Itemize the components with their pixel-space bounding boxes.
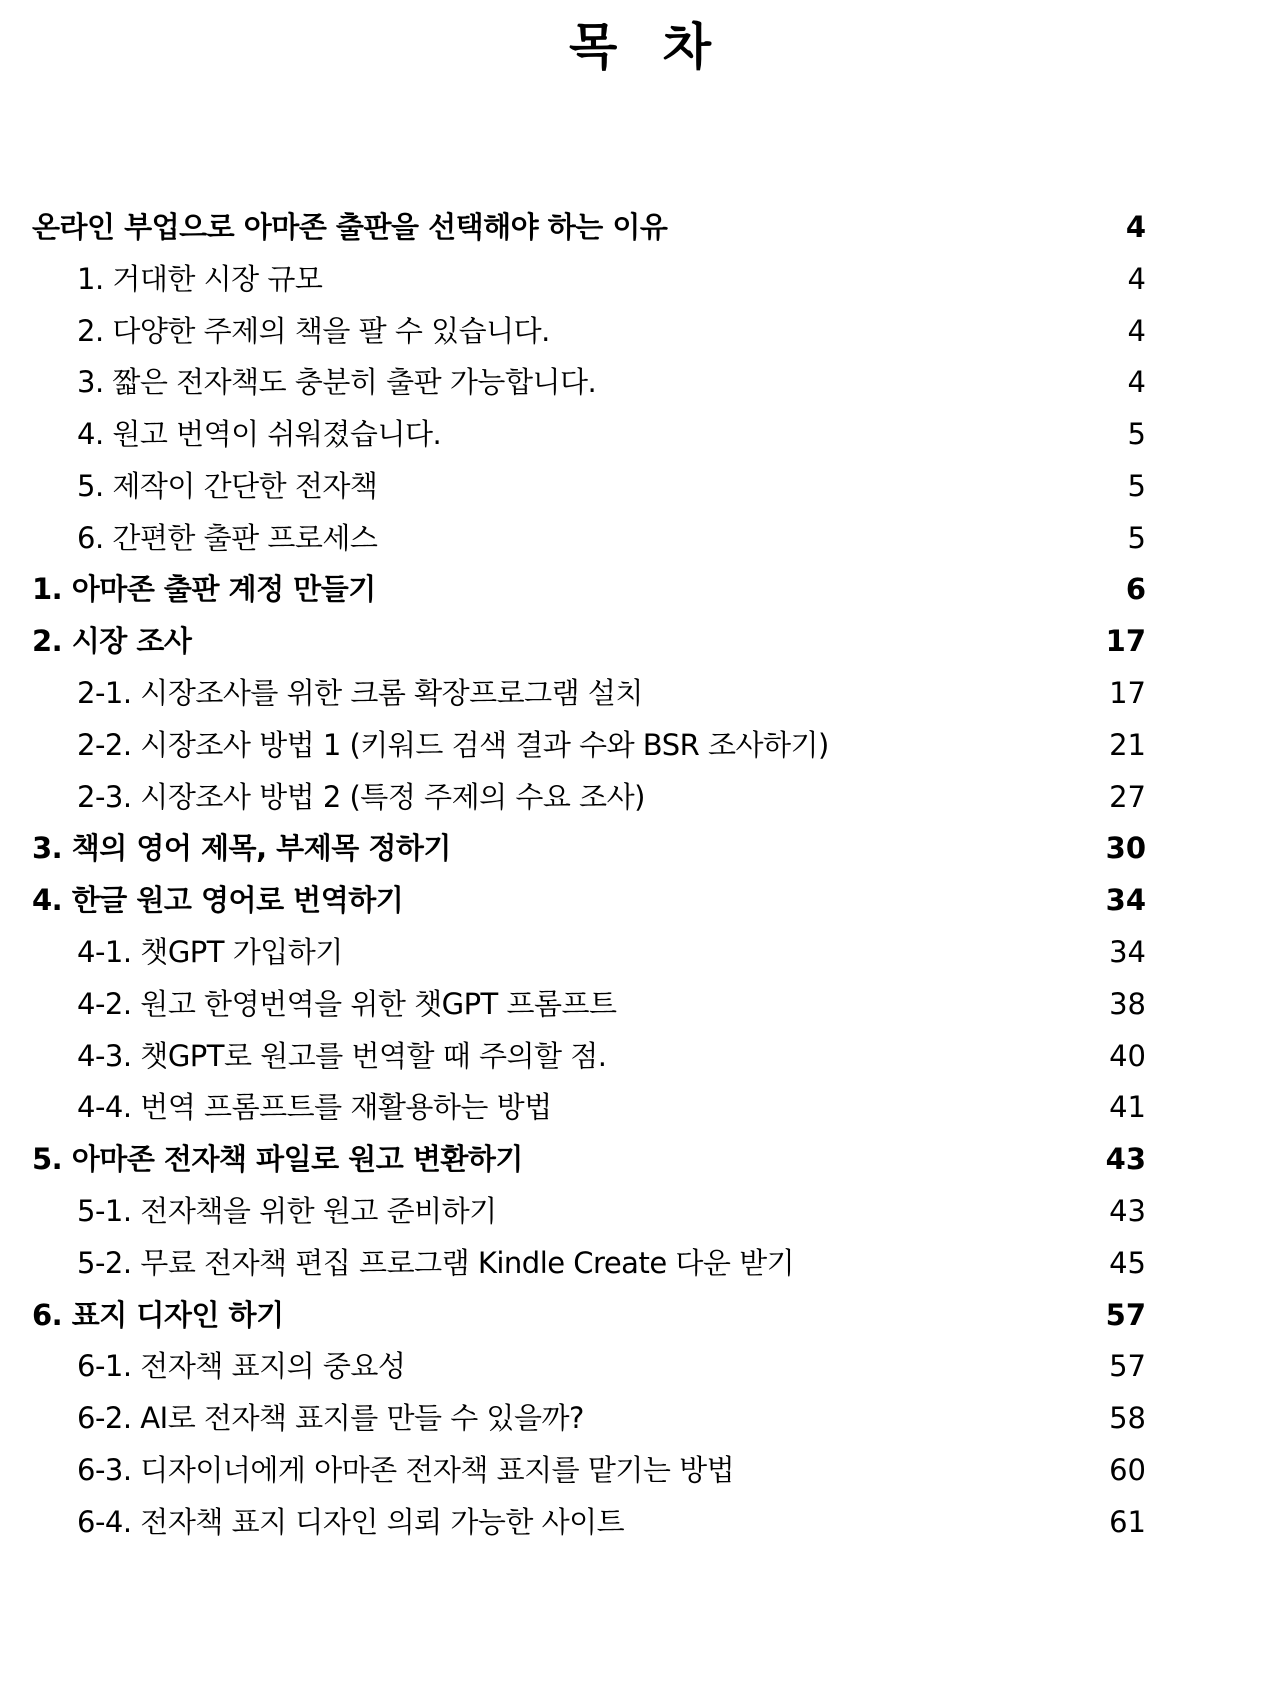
toc-entry-page-number: 27 — [1109, 779, 1146, 814]
toc-entry-section[interactable] — [32, 1444, 1146, 1496]
toc-entry-label: 6-4. 전자책 표지 디자인 의뢰 가능한 사이트 — [77, 1504, 625, 1539]
toc-entry-section[interactable] — [32, 926, 1146, 978]
toc-entry-label: 3. 짧은 전자책도 충분히 출판 가능합니다. — [77, 365, 597, 400]
toc-entry-label: 3. 책의 영어 제목, 부제목 정하기 — [32, 831, 451, 866]
toc-entry-page-number: 38 — [1109, 986, 1146, 1021]
toc-entry-section[interactable] — [32, 356, 1146, 408]
toc-entry-chapter[interactable] — [32, 564, 1146, 616]
toc-entry-page-number: 57 — [1105, 1297, 1146, 1332]
toc-entry-page-number: 5 — [1127, 520, 1146, 555]
toc-entry-page-number: 58 — [1109, 1401, 1146, 1436]
toc-entry-section[interactable] — [32, 1392, 1146, 1444]
toc-entry-section[interactable] — [32, 1496, 1146, 1548]
toc-entry-label: 2-3. 시장조사 방법 2 (특정 주제의 수요 조사) — [77, 779, 645, 814]
toc-entry-page-number: 34 — [1109, 935, 1146, 970]
toc-entry-label: 1. 거대한 시장 규모 — [77, 261, 323, 296]
toc-entry-page-number: 61 — [1109, 1504, 1146, 1539]
toc-entry-label: 2. 시장 조사 — [32, 624, 192, 659]
toc-entry-section[interactable] — [32, 512, 1146, 564]
toc-entry-chapter[interactable] — [32, 1289, 1146, 1341]
toc-entry-chapter[interactable] — [32, 201, 1146, 253]
toc-entry-label: 6-2. AI로 전자책 표지를 만들 수 있을까? — [77, 1401, 584, 1436]
toc-entry-page-number: 43 — [1105, 1142, 1146, 1177]
toc-entry-section[interactable] — [32, 460, 1146, 512]
toc-entry-label: 4-3. 챗GPT로 원고를 번역할 때 주의할 점. — [77, 1038, 607, 1073]
toc-entry-page-number: 5 — [1127, 417, 1146, 452]
toc-entry-section[interactable] — [32, 978, 1146, 1030]
toc-entry-page-number: 40 — [1109, 1038, 1146, 1073]
toc-entry-label: 6. 간편한 출판 프로세스 — [77, 520, 378, 555]
toc-entry-page-number: 17 — [1109, 676, 1146, 711]
toc-entry-page-number: 17 — [1105, 624, 1146, 659]
toc-entry-label: 6-3. 디자이너에게 아마존 전자책 표지를 맡기는 방법 — [77, 1453, 735, 1488]
toc-entry-section[interactable] — [32, 771, 1146, 823]
toc-entry-page-number: 57 — [1109, 1349, 1146, 1384]
toc-entry-page-number: 5 — [1127, 468, 1146, 503]
toc-entry-section[interactable] — [32, 1082, 1146, 1134]
toc-entry-page-number: 34 — [1105, 883, 1146, 918]
toc-entry-label: 5-2. 무료 전자책 편집 프로그램 Kindle Create 다운 받기 — [77, 1245, 795, 1280]
toc-entry-label: 6. 표지 디자인 하기 — [32, 1297, 284, 1332]
toc-entry-label: 4. 한글 원고 영어로 번역하기 — [32, 883, 404, 918]
toc-entry-page-number: 4 — [1127, 365, 1146, 400]
toc-entry-label: 5-1. 전자책을 위한 원고 준비하기 — [77, 1194, 497, 1229]
toc-entry-page-number: 4 — [1125, 209, 1146, 244]
toc-entry-section[interactable] — [32, 305, 1146, 357]
toc-entry-label: 5. 아마존 전자책 파일로 원고 변환하기 — [32, 1142, 523, 1177]
toc-entry-page-number: 60 — [1109, 1453, 1146, 1488]
toc-entry-page-number: 30 — [1105, 831, 1146, 866]
toc-entry-section[interactable] — [32, 667, 1146, 719]
toc-entry-page-number: 4 — [1127, 313, 1146, 348]
toc-entry-section[interactable] — [32, 1341, 1146, 1393]
page-title: 목 차 — [568, 18, 725, 76]
toc-entry-label: 4-4. 번역 프롬프트를 재활용하는 방법 — [77, 1090, 552, 1125]
toc-entry-page-number: 43 — [1109, 1194, 1146, 1229]
toc-entry-chapter[interactable] — [32, 874, 1146, 926]
toc-entry-label: 5. 제작이 간단한 전자책 — [77, 468, 378, 503]
toc-entry-label: 온라인 부업으로 아마존 출판을 선택해야 하는 이유 — [32, 209, 668, 244]
toc-entry-chapter[interactable] — [32, 823, 1146, 875]
table-of-contents — [32, 201, 1146, 1548]
toc-entry-page-number: 6 — [1125, 572, 1146, 607]
toc-entry-label: 4. 원고 번역이 쉬워졌습니다. — [77, 417, 442, 452]
toc-entry-section[interactable] — [32, 1237, 1146, 1289]
toc-entry-section[interactable] — [32, 253, 1146, 305]
toc-entry-section[interactable] — [32, 1185, 1146, 1237]
toc-entry-label: 4-1. 챗GPT 가입하기 — [77, 935, 343, 970]
toc-entry-label: 6-1. 전자책 표지의 중요성 — [77, 1349, 406, 1384]
toc-entry-label: 1. 아마존 출판 계정 만들기 — [32, 572, 376, 607]
toc-entry-page-number: 21 — [1109, 727, 1146, 762]
toc-entry-chapter[interactable] — [32, 615, 1146, 667]
toc-entry-section[interactable] — [32, 408, 1146, 460]
toc-entry-label: 4-2. 원고 한영번역을 위한 챗GPT 프롬프트 — [77, 986, 617, 1021]
toc-entry-label: 2. 다양한 주제의 책을 팔 수 있습니다. — [77, 313, 550, 348]
toc-entry-page-number: 41 — [1109, 1090, 1146, 1125]
toc-entry-label: 2-1. 시장조사를 위한 크롬 확장프로그램 설치 — [77, 676, 643, 711]
toc-entry-section[interactable] — [32, 719, 1146, 771]
toc-entry-chapter[interactable] — [32, 1133, 1146, 1185]
toc-entry-label: 2-2. 시장조사 방법 1 (키워드 검색 결과 수와 BSR 조사하기) — [77, 727, 829, 762]
toc-entry-section[interactable] — [32, 1030, 1146, 1082]
toc-entry-page-number: 4 — [1127, 261, 1146, 296]
toc-entry-page-number: 45 — [1109, 1245, 1146, 1280]
